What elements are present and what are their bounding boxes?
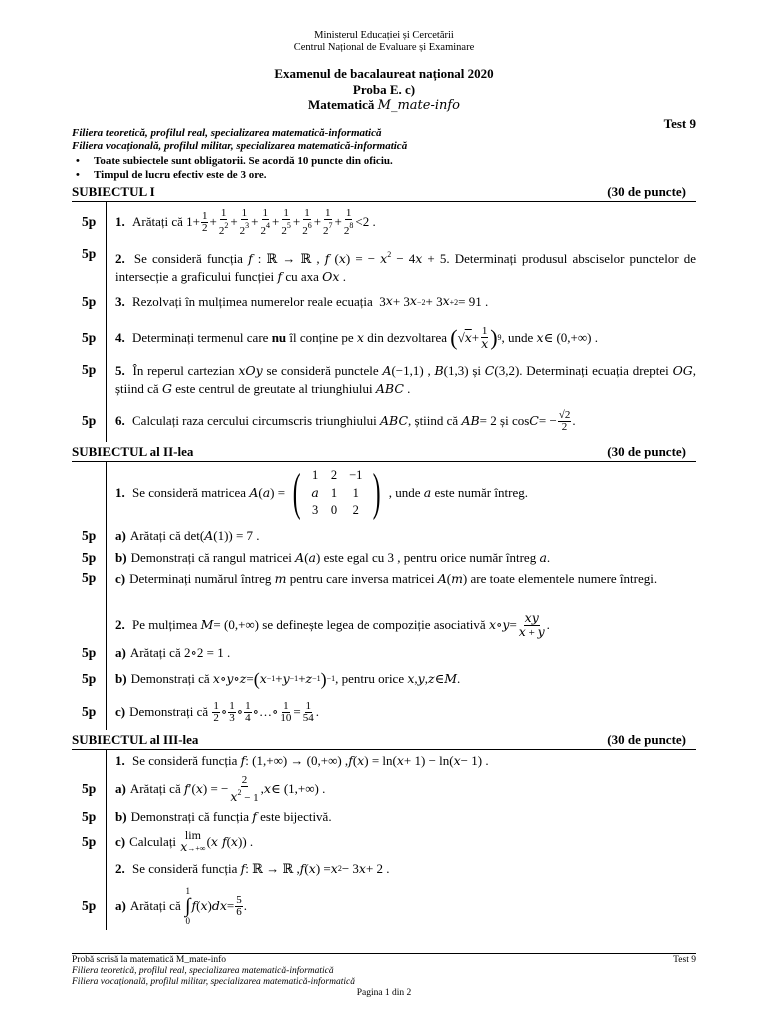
question-1-3 xyxy=(72,288,696,316)
question-3-1a xyxy=(72,772,696,806)
question-2-2b xyxy=(72,664,696,694)
question-text: b) Demonstrați că x ∘ y ∘ z = ( x −1 + y −1 + z −1 ) −1 , pentru orice x , y , z ∈ M . xyxy=(106,664,696,694)
exam-title: Examenul de bacalaureat național 2020 xyxy=(274,66,494,81)
question-2-1a xyxy=(72,524,696,548)
question-text: 4. Determinați termenul care nu îl conține pe x din dezvoltarea ( √ x + $\frac{1}{x}$ ) 9 , unde x ∈ (0,+∞) . xyxy=(106,316,696,360)
question-1-5 xyxy=(72,360,696,400)
question-text: b) Demonstrați că rangul matricei A ( a ) este egal cu 3 , pentru orice număr întreg a . xyxy=(106,548,696,568)
question-text: b) Demonstrați că funcția f este bijectivă. xyxy=(106,806,696,828)
question-text: c) Demonstrați că $\frac{1}{2}$ ∘ $\frac{1}{3}$ ∘ $\frac{1}{4}$ ∘…∘ $\frac{1}{10}$ = $\frac{1}{54}$ . xyxy=(106,694,696,730)
section-header-1 xyxy=(72,184,696,202)
points-label: 5p xyxy=(82,898,97,913)
proba-label: Proba E. c) xyxy=(352,82,416,97)
section-title: SUBIECTUL I xyxy=(72,184,155,199)
page-number: Pagina 1 din 2 xyxy=(356,988,412,998)
points-label: 5p xyxy=(82,246,97,261)
page-footer xyxy=(72,953,696,999)
section-title: SUBIECTUL al II-lea xyxy=(72,444,194,459)
question-2-2a xyxy=(72,642,696,664)
instructions-list xyxy=(72,154,696,182)
problem-2-2-intro xyxy=(72,608,696,642)
question-text: a) Arătați că f ′( x ) = − $\frac{2}{x^2 - 1}$ , x ∈ (1,+∞) . xyxy=(106,772,696,806)
exam-page xyxy=(72,0,696,1024)
question-text: c) Calculați lim x→+∞ ( x f ( x )) . xyxy=(106,828,696,856)
points-label: 5p xyxy=(82,528,97,543)
question-text: 6. Calculați raza cercului circumscris triunghiului ABC , știind că AB = 2 și cos C = − $\frac{√2}{2}$ . xyxy=(106,400,696,442)
test-label: Test 9 xyxy=(663,116,696,131)
points-label: 5p xyxy=(82,645,97,660)
question-3-1c xyxy=(72,828,696,856)
question-text: a) Arătați că 2∘2 = 1 . xyxy=(106,642,696,664)
section-points: (30 de puncte) xyxy=(607,444,686,459)
footer-test: Test 9 xyxy=(673,955,696,965)
question-text: 5. În reperul cartezian xOy se consideră punctele A(−1,1) , B(1,3) și C(3,2). Determinați ecuația dreptei OG, știind că G este centrul de greutate al triunghiului ABC . xyxy=(106,360,696,400)
section-points: (30 de puncte) xyxy=(607,732,686,747)
filiera-1: Filiera teoretică, profilul real, specializarea matematică-informatică xyxy=(72,127,382,139)
instruction-item: • Timpul de lucru efectiv este de 3 ore. xyxy=(72,168,696,182)
question-text: 2. Se consideră funcția f : ℝ → ℝ , f (x) = − $x^2 - 4x + 5$. Determinați produsul absciselor punctelor de intersecție a graficului funcției f cu axa Ox . xyxy=(106,242,696,288)
ministry-line2: Centrul Național de Evaluare și Examinare xyxy=(293,42,475,53)
question-text: 3. Rezolvați în mulțimea numerelor reale ecuația 3 x + 3 x−2 + 3 x+2 = 91 . xyxy=(106,288,696,316)
points-label: 5p xyxy=(82,362,97,377)
problem-3-2-intro xyxy=(72,856,696,882)
matrix-A: ( 1 2 −1 a 1 1 3 0 2 ) xyxy=(292,464,381,521)
problem-2-1-intro xyxy=(72,462,696,524)
problem-3-1-intro xyxy=(72,750,696,772)
question-2-2c xyxy=(72,694,696,730)
subject-label: Matematică M_mate-info xyxy=(307,97,461,113)
section-title: SUBIECTUL al III-lea xyxy=(72,732,199,747)
points-label: 5p xyxy=(82,671,97,686)
question-text: a) Arătați că 1 ∫ 0 f ( x ) dx = $\frac{5}{6}$ . xyxy=(106,882,696,930)
points-label: 5p xyxy=(82,330,97,345)
section-header-3 xyxy=(72,732,696,750)
question-3-2a xyxy=(72,882,696,930)
question-1-6 xyxy=(72,400,696,442)
footer-line3: Filiera vocațională, profilul militar, specializarea matematică-informatică xyxy=(72,977,355,987)
question-3-1b xyxy=(72,806,696,828)
question-text: c) Determinați numărul întreg m pentru care inversa matricei A(m) are toate elementele numere întregi. xyxy=(106,568,696,608)
footer-line2: Filiera teoretică, profilul real, specializarea matematică-informatică xyxy=(72,966,334,976)
question-1-4 xyxy=(72,316,696,360)
points-label: 5p xyxy=(82,214,97,229)
question-1-1 xyxy=(72,202,696,242)
points-label: 5p xyxy=(82,781,97,796)
question-text: 1. Arătați că 1+ $\frac{1}{2}$ + $\frac{1}{2^2}$ + $\frac{1}{2^3}$ + $\frac{1}{2^4}$ + $\frac{1}{2^5}$ + $\frac{1}{2^6}$ + $\frac{1}{2^7}$ + $\frac{1}{2^8}$ <2 . xyxy=(106,202,696,242)
points-label: 5p xyxy=(82,550,97,565)
question-text: 1. Se consideră matricea A ( a ) = ( 1 2 −1 a 1 1 3 0 2 ) , unde a este număr întreg. xyxy=(106,462,696,524)
ministry-line1: Ministerul Educației și Cercetării xyxy=(314,30,454,41)
question-1-2 xyxy=(72,242,696,288)
question-2-1b xyxy=(72,548,696,568)
section-points: (30 de puncte) xyxy=(607,184,686,199)
ministry-header xyxy=(72,30,696,54)
points-label: 5p xyxy=(82,834,97,849)
points-label: 5p xyxy=(82,809,97,824)
footer-line1: Probă scrisă la matematică M_mate-info xyxy=(72,955,227,965)
instruction-item: • Toate subiectele sunt obligatorii. Se acordă 10 puncte din oficiu. xyxy=(72,154,696,168)
filiera-2: Filiera vocațională, profilul militar, specializarea matematică-informatică xyxy=(72,140,408,152)
points-label: 5p xyxy=(82,570,97,585)
points-label: 5p xyxy=(82,704,97,719)
points-label: 5p xyxy=(82,294,97,309)
question-text: 2. Se consideră funcția f : ℝ → ℝ , f ( x ) = x 2 − 3 x + 2 . xyxy=(106,856,696,882)
question-text: 2. Pe mulțimea M = (0,+∞) se definește legea de compoziție asociativă x ∘ y = $\frac{xy}{x + y}$ . xyxy=(106,608,696,642)
points-label: 5p xyxy=(82,413,97,428)
question-2-1c xyxy=(72,568,696,608)
question-text: a) Arătați că det( A (1)) = 7 . xyxy=(106,524,696,548)
question-text: 1. Se consideră funcția f : (1,+∞) → (0,+∞) , f ( x ) = ln( x + 1) − ln( x − 1) . xyxy=(106,750,696,772)
section-header-2 xyxy=(72,444,696,462)
